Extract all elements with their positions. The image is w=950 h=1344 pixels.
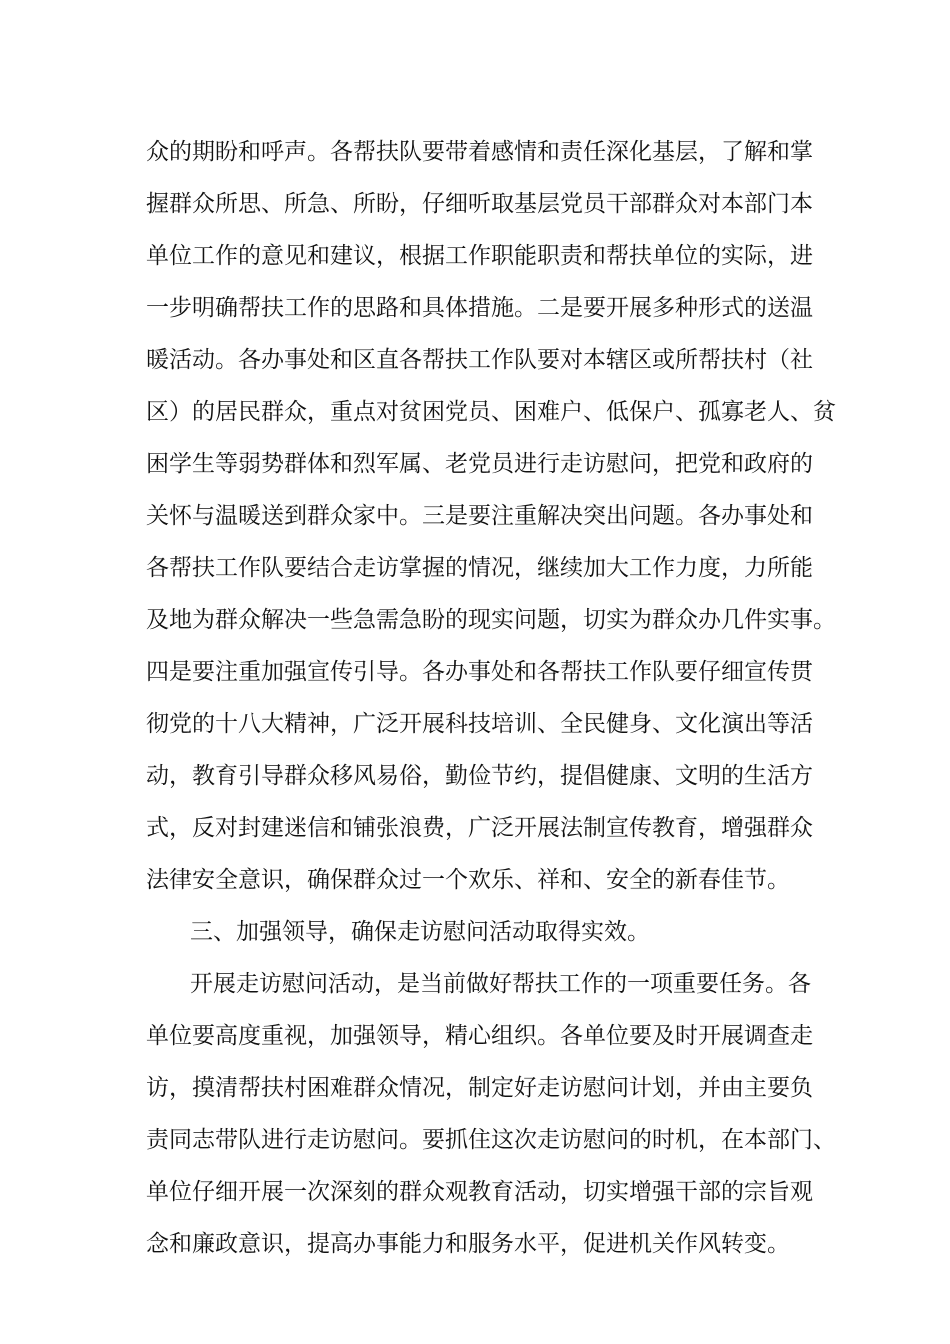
text-line: 各帮扶工作队要结合走访掌握的情况，继续加大工作力度，力所能 [146, 555, 813, 581]
text-line: 暖活动。各办事处和区直各帮扶工作队要对本辖区或所帮扶村（社 [146, 347, 813, 373]
text-line: 及地为群众解决一些急需急盼的现实问题，切实为群众办几件实事。 [146, 607, 836, 633]
text-line: 单位仔细开展一次深刻的群众观教育活动，切实增强干部的宗旨观 [146, 1179, 813, 1205]
paragraph-first-line: 开展走访慰问活动，是当前做好帮扶工作的一项重要任务。各 [190, 971, 811, 997]
text-line: 众的期盼和呼声。各帮扶队要带着感情和责任深化基层，了解和掌 [146, 139, 813, 165]
text-line: 念和廉政意识，提高办事能力和服务水平，促进机关作风转变。 [146, 1231, 790, 1257]
text-line: 责同志带队进行走访慰问。要抓住这次走访慰问的时机，在本部门、 [146, 1127, 836, 1153]
text-line: 握群众所思、所急、所盼，仔细听取基层党员干部群众对本部门本 [146, 191, 813, 217]
text-line: 动，教育引导群众移风易俗，勤俭节约，提倡健康、文明的生活方 [146, 763, 813, 789]
text-line: 法律安全意识，确保群众过一个欢乐、祥和、安全的新春佳节。 [146, 867, 790, 893]
text-line: 一步明确帮扶工作的思路和具体措施。二是要开展多种形式的送温 [146, 295, 813, 321]
section-heading: 三、加强领导，确保走访慰问活动取得实效。 [190, 919, 650, 945]
text-line: 单位要高度重视，加强领导，精心组织。各单位要及时开展调查走 [146, 1023, 813, 1049]
text-line: 区）的居民群众，重点对贫困党员、困难户、低保户、孤寡老人、贫 [146, 399, 836, 425]
text-line: 四是要注重加强宣传引导。各办事处和各帮扶工作队要仔细宣传贯 [146, 659, 813, 685]
text-line: 关怀与温暖送到群众家中。三是要注重解决突出问题。各办事处和 [146, 503, 813, 529]
text-line: 困学生等弱势群体和烈军属、老党员进行走访慰问，把党和政府的 [146, 451, 813, 477]
text-line: 彻党的十八大精神，广泛开展科技培训、全民健身、文化演出等活 [146, 711, 813, 737]
text-line: 式，反对封建迷信和铺张浪费，广泛开展法制宣传教育，增强群众 [146, 815, 813, 841]
text-line: 访，摸清帮扶村困难群众情况，制定好走访慰问计划，并由主要负 [146, 1075, 813, 1101]
text-line: 单位工作的意见和建议，根据工作职能职责和帮扶单位的实际，进 [146, 243, 813, 269]
